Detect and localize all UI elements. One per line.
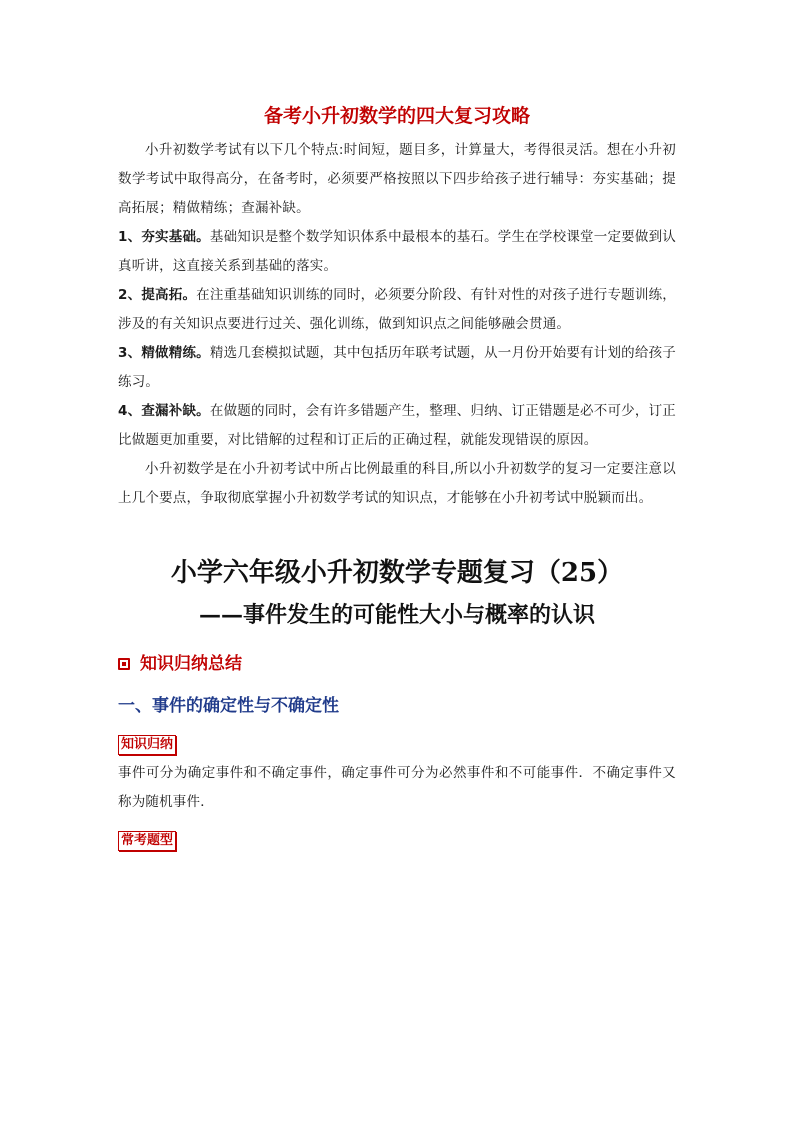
knowledge-paragraph: 事件可分为确定事件和不确定事件，确定事件可分为必然事件和不可能事件．不确定事件又称为随机事件．	[118, 765, 676, 810]
point-2	[118, 281, 676, 339]
tag-knowledge-wrap	[118, 721, 676, 759]
tag-knowledge: 知识归纳	[118, 735, 176, 755]
point-2-text: 在注重基础知识训练的同时，必须要分阶段、有针对性的对孩子进行专题训练，涉及的有关知识点要进行过关、强化训练，做到知识点之间能够融会贯通。	[118, 287, 677, 332]
subsection-heading: 一、事件的确定性与不确定性	[118, 696, 339, 716]
point-4-lead: 4、查漏补缺。	[118, 403, 210, 419]
point-4	[118, 397, 676, 455]
conclusion-paragraph: 小升初数学是在小升初考试中所占比例最重的科目,所以小升初数学的复习一定要注意以上几个要点，争取彻底掌握小升初数学考试的知识点，才能够在小升初考试中脱颖而出。	[118, 461, 676, 506]
point-4-text: 在做题的同时，会有许多错题产生，整理、归纳、订正错题是必不可少，订正比做题更加重要，对比错解的过程和订正后的正确过程，就能发现错误的原因。	[118, 403, 676, 448]
topic-title: 小学六年级小升初数学专题复习（25）	[170, 558, 624, 588]
section-heading-label: 知识归纳总结	[140, 654, 242, 674]
point-2-lead: 2、提高拓。	[118, 287, 197, 303]
tag-question-types-wrap	[118, 817, 676, 855]
point-1-text: 基础知识是整个数学知识体系中最根本的基石。学生在学校课堂一定要做到认真听讲，这直接关系到基础的落实。	[118, 229, 676, 274]
point-1	[118, 223, 676, 281]
square-bullet-icon	[118, 658, 130, 670]
document-page	[118, 100, 676, 855]
main-title: 备考小升初数学的四大复习攻略	[263, 105, 530, 127]
tag-question-types: 常考题型	[118, 831, 176, 851]
point-3-text: 精选几套模拟试题，其中包括历年联考试题，从一月份开始要有计划的给孩子练习。	[118, 345, 676, 390]
intro-paragraph: 小升初数学考试有以下几个特点:时间短，题目多，计算量大，考得很灵活。想在小升初数学考试中取得高分，在备考时，必须要严格按照以下四步给孩子进行辅导：夯实基础；提高拓展；精做精练；查漏补缺。	[118, 142, 676, 216]
point-3	[118, 339, 676, 397]
topic-subtitle: ——事件发生的可能性大小与概率的认识	[198, 602, 595, 628]
point-1-lead: 1、夯实基础。	[118, 229, 210, 245]
section-heading	[118, 649, 676, 679]
point-3-lead: 3、精做精练。	[118, 345, 210, 361]
